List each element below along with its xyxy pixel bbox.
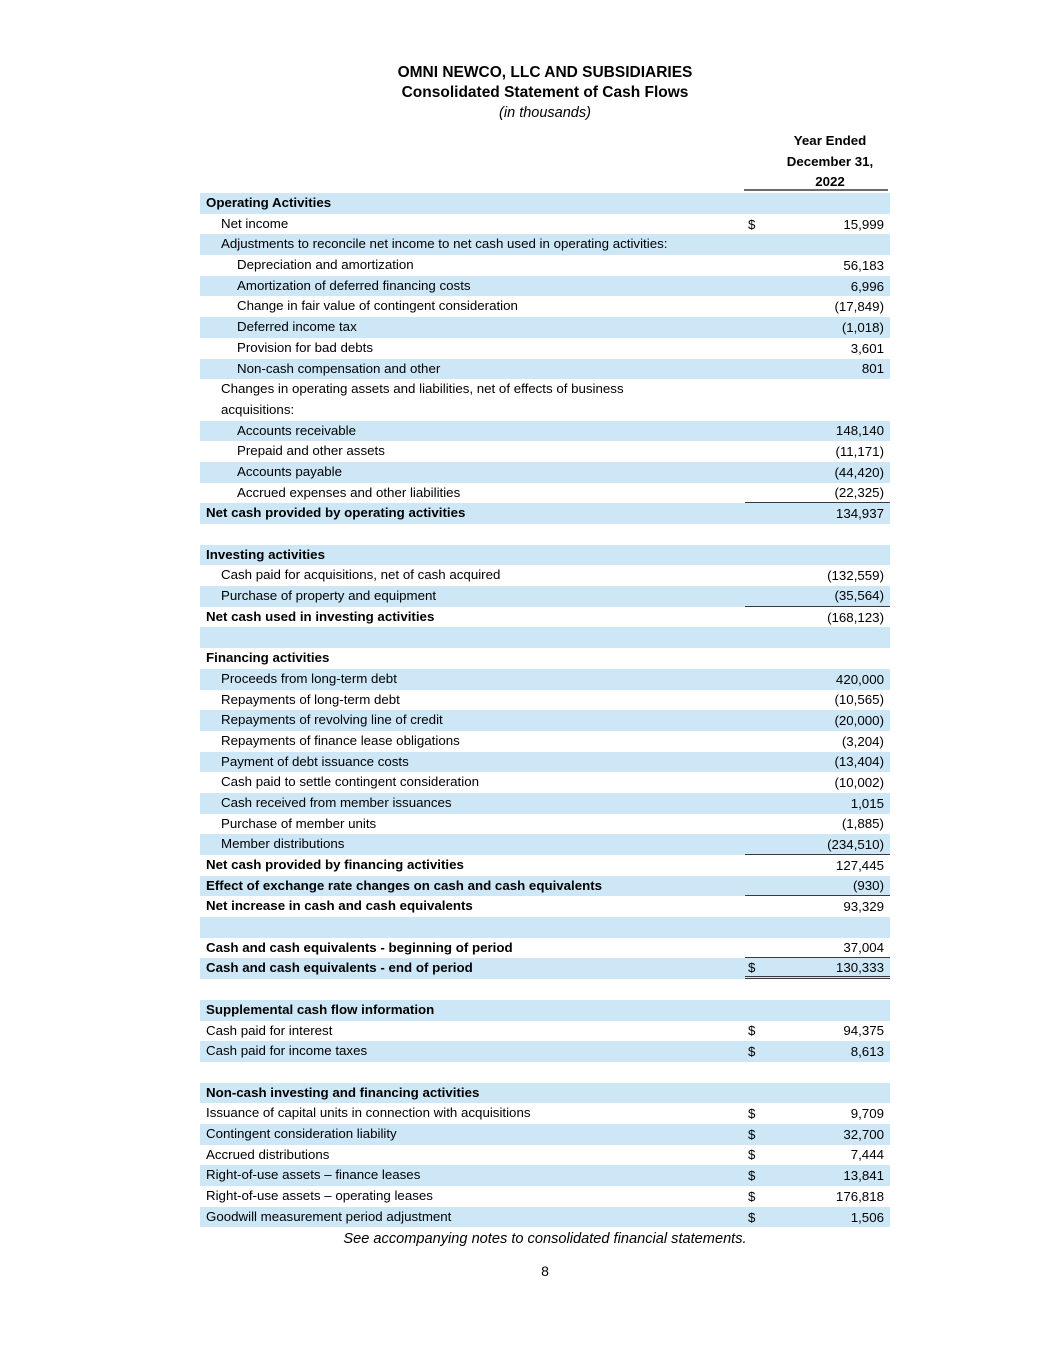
row-label: Depreciation and amortization [237,257,414,273]
table-row [200,690,890,711]
row-amount: 130,333 [835,959,884,975]
row-value-cell [745,359,890,380]
table-row [200,1165,890,1186]
row-amount: 9,709 [850,1106,884,1122]
table-row [200,441,890,462]
document-title-block [200,63,890,123]
table-row [200,338,890,359]
table-row [200,1186,890,1207]
row-label: Purchase of property and equipment [221,588,437,604]
row-value-cell [745,607,890,628]
dollar-sign: $ [748,1168,756,1184]
row-label: Adjustments to reconcile net income to net cash used in operating activities: [221,236,668,252]
row-amount: 13,841 [843,1168,884,1184]
section-header-row [200,545,890,566]
dollar-sign: $ [748,1188,756,1204]
row-label: Repayments of revolving line of credit [221,712,443,728]
spacer-row [200,627,890,648]
row-label: Cash and cash equivalents - end of period [206,960,473,976]
row-value-cell [745,1041,890,1062]
row-amount: (168,123) [827,609,884,625]
row-value-cell [745,1186,890,1207]
table-row [200,752,890,773]
row-amount: 56,183 [843,257,884,273]
table-row [200,296,890,317]
row-label: Accounts receivable [237,422,356,438]
row-amount: 148,140 [835,423,884,439]
company-name: OMNI NEWCO, LLC AND SUBSIDIARIES [397,64,693,81]
table-row [200,834,890,855]
table-row [200,669,890,690]
row-amount: 6,996 [850,278,884,294]
table-row [200,1145,890,1166]
row-amount: 420,000 [835,671,884,687]
row-label: Net increase in cash and cash equivalents [206,898,473,914]
row-amount: 94,375 [843,1023,884,1039]
row-label: Cash paid for income taxes [206,1043,368,1059]
table-row [200,586,890,607]
footer-note: See accompanying notes to consolidated financial statements. [343,1231,747,1247]
row-label: Net income [221,215,289,231]
spacer-row [200,917,890,938]
row-amount: (44,420) [834,464,884,480]
row-amount: (930) [852,878,884,894]
row-amount: 1,015 [850,795,884,811]
row-amount: (3,204) [841,733,884,749]
table-row [200,710,890,731]
row-amount: 1,506 [850,1209,884,1225]
row-value-cell [745,669,890,690]
row-value-cell [745,752,890,773]
dollar-sign: $ [748,216,756,232]
table-row [200,503,890,524]
row-value-cell [745,1103,890,1124]
row-value-cell [745,690,890,711]
table-row [200,1124,890,1145]
row-label: Net cash provided by financing activities [206,857,464,873]
row-amount: (20,000) [834,713,884,729]
column-header [750,131,910,193]
table-row [200,731,890,752]
section-header-row [200,1000,890,1021]
row-amount: (11,171) [835,444,884,460]
spacer-row [200,1062,890,1083]
table-row [200,359,890,380]
row-label: Financing activities [206,650,330,666]
row-value-cell [745,338,890,359]
table-row [200,214,890,235]
row-label: Supplemental cash flow information [206,1001,435,1017]
row-amount: (10,565) [834,692,884,708]
table-row [200,896,890,917]
row-value-cell [745,565,890,586]
row-label: Operating Activities [206,195,332,210]
row-label: Repayments of long-term debt [221,691,400,707]
row-amount: (13,404) [834,754,884,770]
row-label: Right-of-use assets – finance leases [206,1167,421,1183]
table-row [200,421,890,442]
row-label: Payment of debt issuance costs [221,753,409,769]
row-amount: 8,613 [850,1044,884,1060]
row-label: Cash paid to settle contingent consideration [221,774,479,790]
table-row [200,462,890,483]
row-label: Non-cash investing and financing activities [206,1084,480,1100]
row-label: Effect of exchange rate changes on cash and cash equivalents [206,877,603,893]
row-value-cell [745,958,890,979]
row-amount: 127,445 [835,857,884,873]
table-row [200,855,890,876]
row-label: Non-cash compensation and other [237,360,441,376]
table-row [200,1207,890,1228]
row-value-cell [745,503,890,524]
cash-flow-table [200,193,890,1227]
page-number: 8 [541,1263,549,1279]
row-value-cell [745,938,890,959]
table-row [200,483,890,504]
row-value-cell [745,255,890,276]
spacer-row [200,524,890,545]
row-value-cell [745,731,890,752]
row-amount: 7,444 [850,1147,884,1163]
column-header-line2: December 31, [786,153,874,169]
row-value-cell [745,1145,890,1166]
row-label: Change in fair value of contingent consideration [237,298,518,314]
row-label: Contingent consideration liability [206,1125,397,1141]
row-value-cell [745,214,890,235]
dollar-sign: $ [748,1044,756,1060]
row-value-cell [745,793,890,814]
row-amount: 93,329 [843,899,884,915]
table-row [200,1041,890,1062]
row-value-cell [745,1165,890,1186]
dollar-sign: $ [748,1023,756,1039]
table-row [200,772,890,793]
row-label-line1: Changes in operating assets and liabilities, net of effects of business [221,381,624,397]
column-header-line3: 2022 [815,174,845,189]
table-row [200,876,890,897]
row-label: Proceeds from long-term debt [221,670,397,686]
row-label: Net cash provided by operating activities [206,505,466,521]
section-header-row [200,1083,890,1104]
row-amount: (1,885) [841,816,884,832]
row-label: Accrued expenses and other liabilities [237,484,461,500]
row-value-cell [745,834,890,855]
row-amount: (22,325) [834,484,884,500]
row-amount: (132,559) [827,568,884,584]
row-value-cell [745,296,890,317]
row-amount: (17,849) [834,299,884,315]
row-value-cell [745,586,890,607]
row-label: Provision for bad debts [237,339,374,355]
row-label: Cash and cash equivalents - beginning of period [206,939,513,955]
row-label: Amortization of deferred financing costs [237,277,471,293]
table-row [200,317,890,338]
table-row [200,793,890,814]
row-amount: (234,510) [827,836,884,852]
dollar-sign: $ [748,1147,756,1163]
row-amount: (35,564) [834,588,884,604]
row-label: Cash paid for acquisitions, net of cash acquired [221,567,501,583]
table-row [200,958,890,979]
row-label: Accrued distributions [206,1146,330,1162]
row-amount: 3,601 [850,340,884,356]
row-value-cell [745,1124,890,1145]
row-value-cell [745,876,890,897]
dollar-sign: $ [748,1126,756,1142]
row-label: Deferred income tax [237,319,357,335]
table-row [200,607,890,628]
row-label: Net cash used in investing activities [206,608,435,624]
dollar-sign: $ [748,959,756,975]
row-value-cell [745,421,890,442]
dollar-sign: $ [748,1209,756,1225]
row-amount: 32,700 [843,1126,884,1142]
row-label: Prepaid and other assets [237,443,385,459]
section-header-row [200,193,890,214]
row-value-cell [745,855,890,876]
row-label-line2: acquisitions: [221,401,295,417]
row-label: Cash received from member issuances [221,794,452,810]
row-amount: 801 [861,361,884,377]
statement-title: Consolidated Statement of Cash Flows [401,84,689,101]
row-label: Cash paid for interest [206,1022,333,1038]
row-label: Issuance of capital units in connection with acquisitions [206,1105,531,1121]
table-row [200,379,890,420]
row-value-cell [745,317,890,338]
row-label: Purchase of member units [221,815,377,831]
row-amount: (10,002) [834,775,884,791]
row-value-cell [745,441,890,462]
row-amount: 37,004 [843,940,884,956]
row-label: Goodwill measurement period adjustment [206,1208,452,1224]
units-note: (in thousands) [499,105,591,121]
row-value-cell [745,483,890,504]
row-amount: 176,818 [835,1188,884,1204]
row-value-cell [745,1207,890,1228]
row-label: Investing activities [206,546,325,562]
row-label [200,379,890,420]
row-label: Right-of-use assets – operating leases [206,1188,433,1204]
row-amount: 134,937 [835,506,884,522]
row-label: Accounts payable [237,463,342,479]
table-row [200,565,890,586]
column-header-rule [744,189,888,191]
column-header-line1: Year Ended [793,133,867,148]
row-amount: (1,018) [841,319,884,335]
row-value-cell [745,1021,890,1042]
row-value-cell [745,772,890,793]
table-row [200,1103,890,1124]
row-value-cell [745,814,890,835]
table-row [200,814,890,835]
table-row [200,276,890,297]
row-value-cell [745,462,890,483]
table-row [200,255,890,276]
row-value-cell [745,710,890,731]
row-value-cell [745,896,890,917]
row-label: Repayments of finance lease obligations [221,732,460,748]
row-amount: 15,999 [843,216,884,232]
dollar-sign: $ [748,1106,756,1122]
table-row [200,938,890,959]
section-header-row [200,648,890,669]
row-value-cell [745,276,890,297]
row-label: Member distributions [221,836,345,852]
table-row [200,1021,890,1042]
table-row [200,234,890,255]
spacer-row [200,979,890,1000]
